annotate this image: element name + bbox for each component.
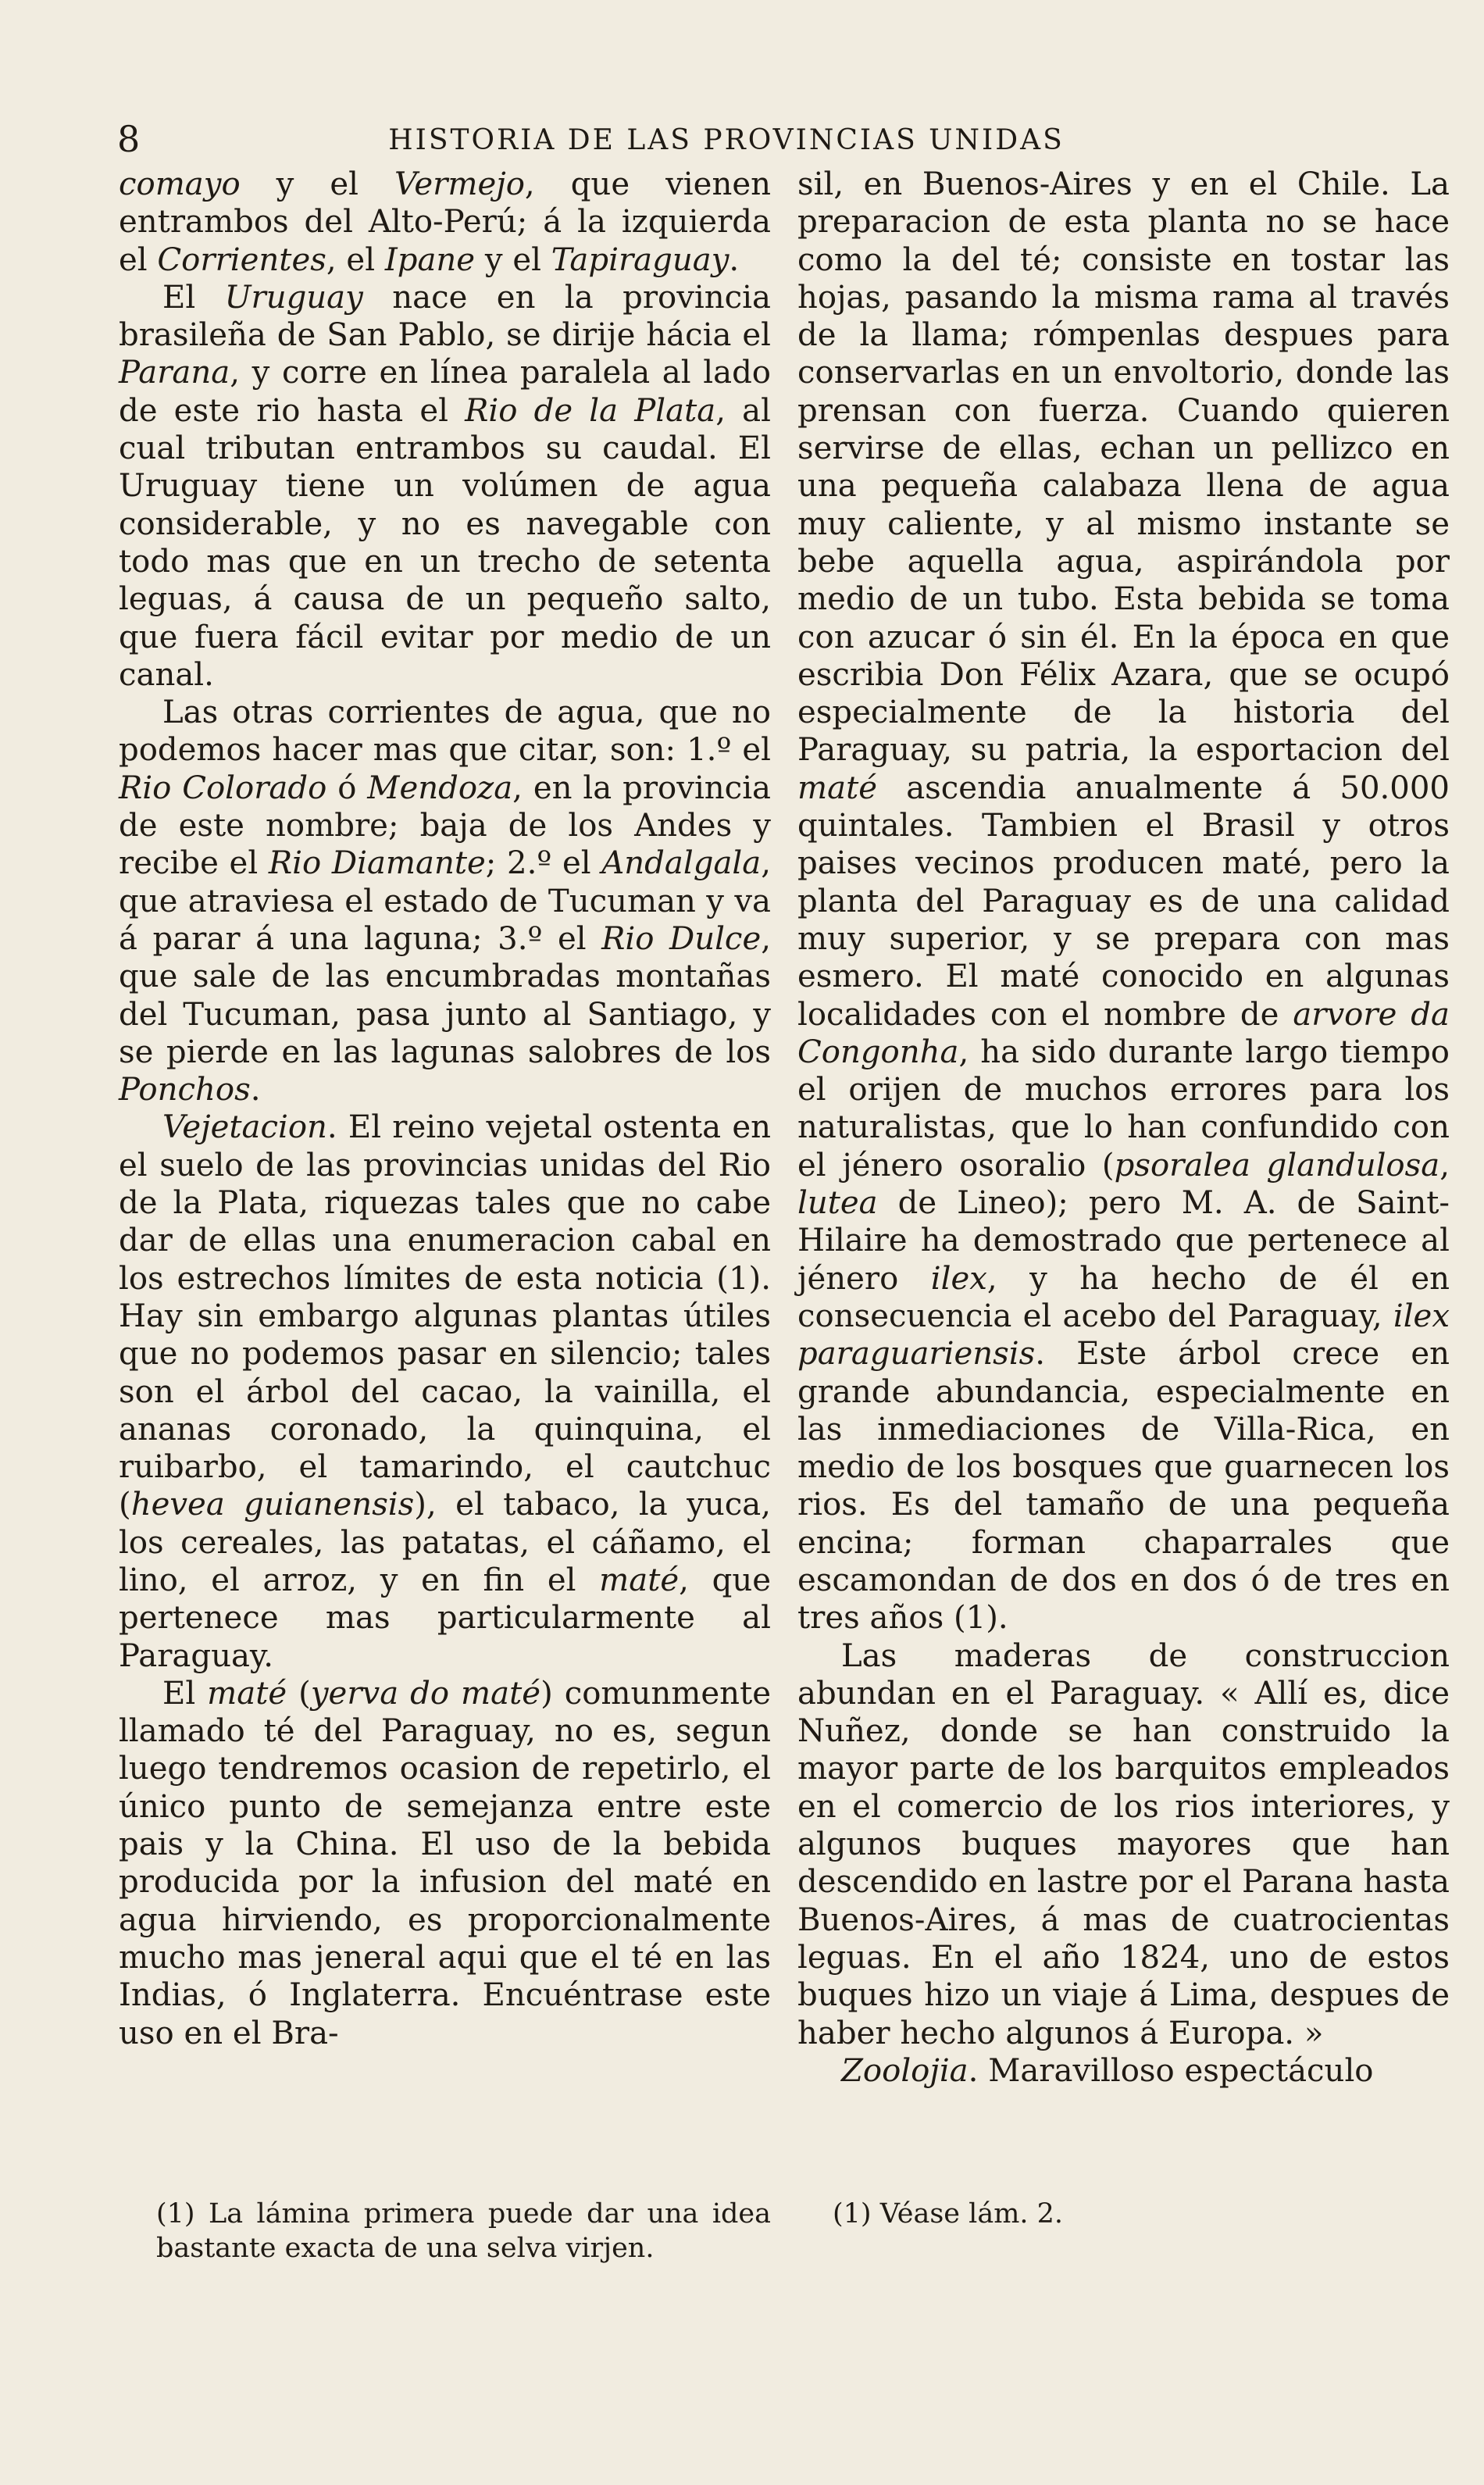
running-title: HISTORIA DE LAS PROVINCIAS UNIDAS <box>388 124 1065 156</box>
paragraph: Vejetacion. El reino vejetal ostenta en el suelo de las provincias unidas del Rio de la Plata, riquezas tales que no cabe dar de ellas una enumeracion cabal en los estrechos límites de esta noticia (1). Hay sin embargo algunas plantas útiles que no podemos pasar en silencio; tales son el árbol del cacao, la vainilla, el ananas coronado, la quinquina, el ruibarbo, el tamarindo, el cautchuc (hevea guianensis), el tabaco, la yuca, los cereales, las patatas, el cáñamo, el lino, el arroz, y en fin el maté, que pertenece mas particularmente al Paraguay. <box>119 1109 771 1674</box>
page-header <box>117 116 1336 162</box>
paragraph: Las maderas de construccion abundan en el Paraguay. « Allí es, dice Nuñez, donde se han construido la mayor parte de los barquitos empleados en el comercio de los rios interiores, y algunos buques mayores que han descendido en lastre por el Parana hasta Buenos-Aires, á mas de cuatrocientas leguas. En el año 1824, uno de estos buques hizo un viaje á Lima, despues de haber hecho algunos á Europa. » <box>797 1637 1450 2051</box>
right-column <box>797 166 1450 2090</box>
footnote: (1) La lámina primera puede dar una idea bastante exacta de una selva virjen. <box>156 2198 771 2264</box>
paragraph: Las otras corrientes de agua, que no podemos hacer mas que citar, son: 1.º el Rio Colorado ó Mendoza, en la provincia de este nombre; baja de los Andes y recibe el Rio Diamante; 2.º el Andalgala, que atraviesa el estado de Tucuman y va á parar á una laguna; 3.º el Rio Dulce, que sale de las encumbradas montañas del Tucuman, pasa junto al Santiago, y se pierde en las lagunas salobres de los Ponchos. <box>119 694 772 1109</box>
paragraph: Zoolojia. Maravilloso espectáculo <box>841 2052 1374 2089</box>
left-column <box>119 166 771 2052</box>
paragraph: sil, en Buenos-Aires y en el Chile. La preparacion de esta planta no se hace como la del té; consiste en tostar las hojas, pasando la misma rama al través de la llama; rómpenlas despues para conservarlas en un envoltorio, donde las prensan con fuerza. Cuando quieren servirse de ellas, echan un pellizco en una pequeña calabaza llena de agua muy caliente, y al mismo instante se bebe aquella agua, aspirándola por medio de un tubo. Esta bebida se toma con azucar ó sin él. En la época en que escribia Don Félix Azara, que se ocupó especialmente de la historia del Paraguay, su patria, la esportacion del maté ascendia anualmente á 50.000 quintales. Tambien el Brasil y otros paises vecinos producen maté, pero la planta del Paraguay es de una calidad muy superior, y se prepara con mas esmero. El maté conocido en algunas localidades con el nombre de arvore da Congonha, ha sido durante largo tiempo el orijen de muchos errores para los naturalistas, que lo han confundido con el jénero osoralio (psoralea glandulosa, lutea de Lineo); pero M. A. de Saint-Hilaire ha demostrado que pertenece al jénero ilex, y ha hecho de él en consecuencia el acebo del Paraguay, ilex paraguariensis. Este árbol crece en grande abundancia, especialmente en las inmediaciones de Villa-Rica, en medio de los bosques que guarnecen los rios. Es del tamaño de una pequeña encina; forman chaparrales que escamondan de dos en dos ó de tres en tres años (1). <box>797 166 1450 1637</box>
paragraph: comayo y el Vermejo, que vienen entrambos del Alto-Perú; á la izquierda el Corrientes, el Ipane y el Tapiraguay. <box>119 166 771 278</box>
paragraph: El maté (yerva do maté) comunmente llamado té del Paraguay, no es, segun luego tendremos ocasion de repetirlo, el único punto de semejanza entre este pais y la China. El uso de la bebida producida por la infusion del maté en agua hirviendo, es proporcionalmente mucho mas jeneral aqui que el té en las Indias, ó Inglaterra. Encuéntrase este uso en el Bra- <box>119 1675 771 2051</box>
page-number: 8 <box>117 118 141 160</box>
footnote: (1) Véase lám. 2. <box>833 2198 1064 2230</box>
paragraph: El Uruguay nace en la provincia brasileña de San Pablo, se dirije hácia el Parana, y corre en línea paralela al lado de este rio hasta el Rio de la Plata, al cual tributan entrambos su caudal. El Uruguay tiene un volúmen de agua considerable, y no es navegable con todo mas que en un trecho de setenta leguas, á causa de un pequeño salto, que fuera fácil evitar por medio de un canal. <box>119 279 771 693</box>
